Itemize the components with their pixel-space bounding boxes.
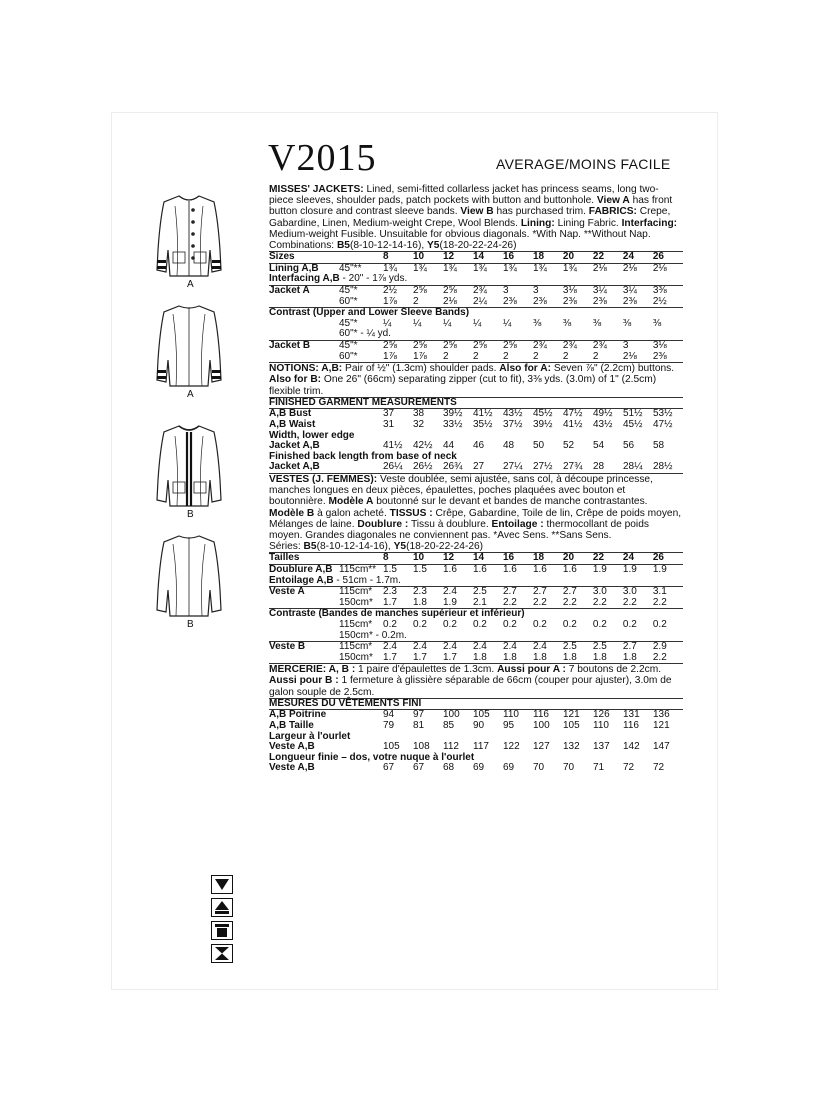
taille-row: A,B Taille 79 81 85 90 95 100 105 110 116 121 (269, 720, 670, 732)
veste-b-row-115: Veste B 115cm* 2.4 2.4 2.4 2.4 2.4 2.4 2.5 2.5 2.7 2.9 (269, 641, 667, 653)
jacket-a-back-sketch (148, 300, 230, 390)
entoilage-row: Entoilage A,B - 51cm - 1.7m. (269, 576, 683, 587)
width-row: Jacket A,B 41½ 42½ 44 46 48 50 52 54 56 58 (269, 440, 665, 452)
veste-b-row-150: 150cm* 1.7 1.7 1.7 1.8 1.8 1.8 1.8 1.8 1.8 2.2 (269, 653, 683, 664)
back-length-row: Jacket A,B 26¼ 26½ 26¾ 27 27¼ 27½ 27¾ 28 28¼ 28½ (269, 462, 683, 473)
finished-heading-fr: MESURES DU VÊTEMENTS FINI (269, 697, 422, 709)
jacket-a-front-sketch (148, 190, 230, 280)
poitrine-row: A,B Poitrine 94 97 100 105 110 116 121 126 131 136 (269, 709, 670, 721)
contrast-row-60: 60"* - ¼ yd. (269, 329, 683, 340)
finished-heading-en: FINISHED GARMENT MEASUREMENTS (269, 396, 457, 408)
description-fr: VESTES (J. FEMMES): Veste doublée, semi ajustée, sans col, à découpe princesse, manches longues en deux pièces, épaulettes, poches plaquées avec bouton et boutonnière. Modèle A boutonné sur le devant et bandes de manche contrastantes. Modèle B à galon acheté. TISSUS : Crêpe, Gabardine, Toile de lin, Crêpe de poids moyen, Mélanges de laine. Doublure : Tissu à doublure. Entoilage : thermocollant de poids moyen. Grandes diagonales ne conviennent pas. *Avec Sens. **Sans Sens. (269, 473, 682, 541)
pattern-info (269, 184, 683, 774)
jacket-b-front-sketch (148, 420, 230, 510)
sketch-label-a-back: A (187, 389, 194, 400)
contrast-heading-row: Contrast (Upper and Lower Sleeve Bands) (269, 307, 470, 319)
difficulty-level: AVERAGE/MOINS FACILE (496, 156, 671, 172)
yardage-table-en (269, 252, 683, 363)
triangle-down-icon (211, 875, 233, 894)
notions-en: NOTIONS: A,B: Pair of ½" (1.3cm) shoulder pads. Also for A: Seven ⅞" (2.2cm) buttons. Also for B: One 26" (66cm) separating zipper (cut to fit), 3⅜ yds. (3.0m) of 1" (2.5cm) flexible trim. (269, 363, 683, 398)
series-line: Séries: B5(8-10-12-14-16), Y5(18-20-22-24-26) (269, 541, 683, 553)
pattern-number: V2015 (268, 137, 377, 179)
longueur-row: Veste A,B 67 67 68 69 69 70 70 71 72 72 (269, 762, 665, 774)
notions-fr: MERCERIE: A, B : 1 paire d'épaulettes de 1.3cm. Aussi pour A : 7 boutons de 2.2cm. Aussi pour B : 1 fermeture à glissière séparable de 66cm (couper pour ajuster), 3.0m de galon souple de 2.5cm. (269, 664, 683, 699)
bust-row: A,B Bust 37 38 39½ 41½ 43½ 45½ 47½ 49½ 51½ 53½ (269, 408, 673, 420)
lining-row: Lining A,B 45"** 1¾ 1¾ 1¾ 1¾ 1¾ 1¾ 1¾ 2⅛ 2⅛ 2⅛ (269, 262, 667, 274)
sketch-label-a-front: A (187, 279, 194, 290)
contraste-heading: Contraste (Bandes de manches supérieur et inférieur) (269, 608, 525, 620)
sketch-label-b-front: B (187, 509, 194, 520)
finished-measurements-en: FINISHED GARMENT MEASUREMENTS A,B Bust 37 38 39½ 41½ 43½ 45½ 47½ 49½ 51½ 53½ A,B Waist 31 32 33½ 35½ 37½ 39½ 41½ 43½ 45½ 47½ Width, lower edge Jacket A,B 41½ 42½ 44 46 48 50 52 54 56 58 Finished back length from base of neck Jacket A,B 26¼ 26½ 26¾ 27 27¼ 27½ 27¾ 28 28¼ 28½ (269, 398, 683, 474)
contrast-row-45: 45"* ¼ ¼ ¼ ¼ ¼ ⅜ ⅜ ⅜ ⅜ ⅜ (339, 317, 662, 329)
jacket-b-row-60: 60"* 1⅞ 1⅞ 2 2 2 2 2 2 2⅛ 2⅜ (269, 352, 683, 363)
veste-a-row-150: 150cm* 1.7 1.8 1.9 2.1 2.2 2.2 2.2 2.2 2.2 2.2 (269, 598, 683, 609)
yardage-table-fr (269, 553, 683, 664)
tailles-row: Tailles 8 10 12 14 16 18 20 22 24 26 (269, 553, 683, 564)
jacket-b-back-sketch (148, 530, 230, 620)
description-en: MISSES' JACKETS: Lined, semi-fitted collarless jacket has princess seams, long two-piece sleeves, shoulder pads, patch pockets with button and buttonhole. View A has front button closure and contrast sleeve bands. View B has purchased trim. FABRICS: Crepe, Gabardine, Linen, Medium-weight Crepe, Wool Blends. Lining: Lining Fabric. Interfacing: Medium-weight Fusible. Unsuitable for obvious diagonals. *With Nap. **Without Nap. (269, 184, 678, 240)
waist-row: A,B Waist 31 32 33½ 35½ 37½ 39½ 41½ 43½ 45½ 47½ (269, 418, 673, 430)
figure-type-icons (211, 875, 235, 967)
finished-measurements-fr: MESURES DU VÊTEMENTS FINI A,B Poitrine 94 97 100 105 110 116 121 126 131 136 A,B Taille 79 81 85 90 95 100 105 110 116 121 Largeur à l'ourlet Veste A,B 105 108 112 117 122 127 132 137 142 147 Longueur finie – dos, votre nuque à l'ourlet Veste A,B 67 67 68 69 69 70 70 71 72 72 (269, 699, 683, 774)
jacket-a-row-45: Jacket A 45"* 2½ 2⅝ 2⅝ 2¾ 3 3 3⅛ 3¼ 3¼ 3⅜ (269, 285, 667, 296)
contraste-row-115: 115cm* 0.2 0.2 0.2 0.2 0.2 0.2 0.2 0.2 0.2 0.2 (339, 618, 667, 630)
bar-over-triangle-up-icon (211, 921, 233, 940)
veste-a-row-115: Veste A 115cm* 2.3 2.3 2.4 2.5 2.7 2.7 2.7 3.0 3.0 3.1 (269, 586, 667, 598)
doublure-row: Doublure A,B 115cm** 1.5 1.5 1.6 1.6 1.6 1.6 1.6 1.9 1.9 1.9 (269, 563, 667, 575)
jacket-b-row-45: Jacket B 45"* 2⅝ 2⅝ 2⅝ 2⅝ 2⅝ 2¾ 2¾ 2¾ 3 3⅛ (269, 339, 667, 351)
contraste-row-150: 150cm* - 0.2m. (269, 631, 683, 642)
sketch-label-b-back: B (187, 619, 194, 630)
combinations-line: Combinations: B5(8-10-12-14-16), Y5(18-20-22-24-26) (269, 240, 683, 252)
largeur-row: Veste A,B 105 108 112 117 122 127 132 137 142 147 (269, 741, 670, 753)
hourglass-icon (211, 944, 233, 963)
interfacing-row: Interfacing A,B - 20" - 1⅞ yds. (269, 274, 683, 285)
sizes-row: Sizes 8 10 12 14 16 18 20 22 24 26 (269, 252, 683, 263)
triangle-up-over-bar-icon (211, 898, 233, 917)
jacket-a-row-60: 60"* 1⅞ 2 2⅛ 2¼ 2⅜ 2⅜ 2⅜ 2⅜ 2⅜ 2½ (269, 297, 683, 308)
